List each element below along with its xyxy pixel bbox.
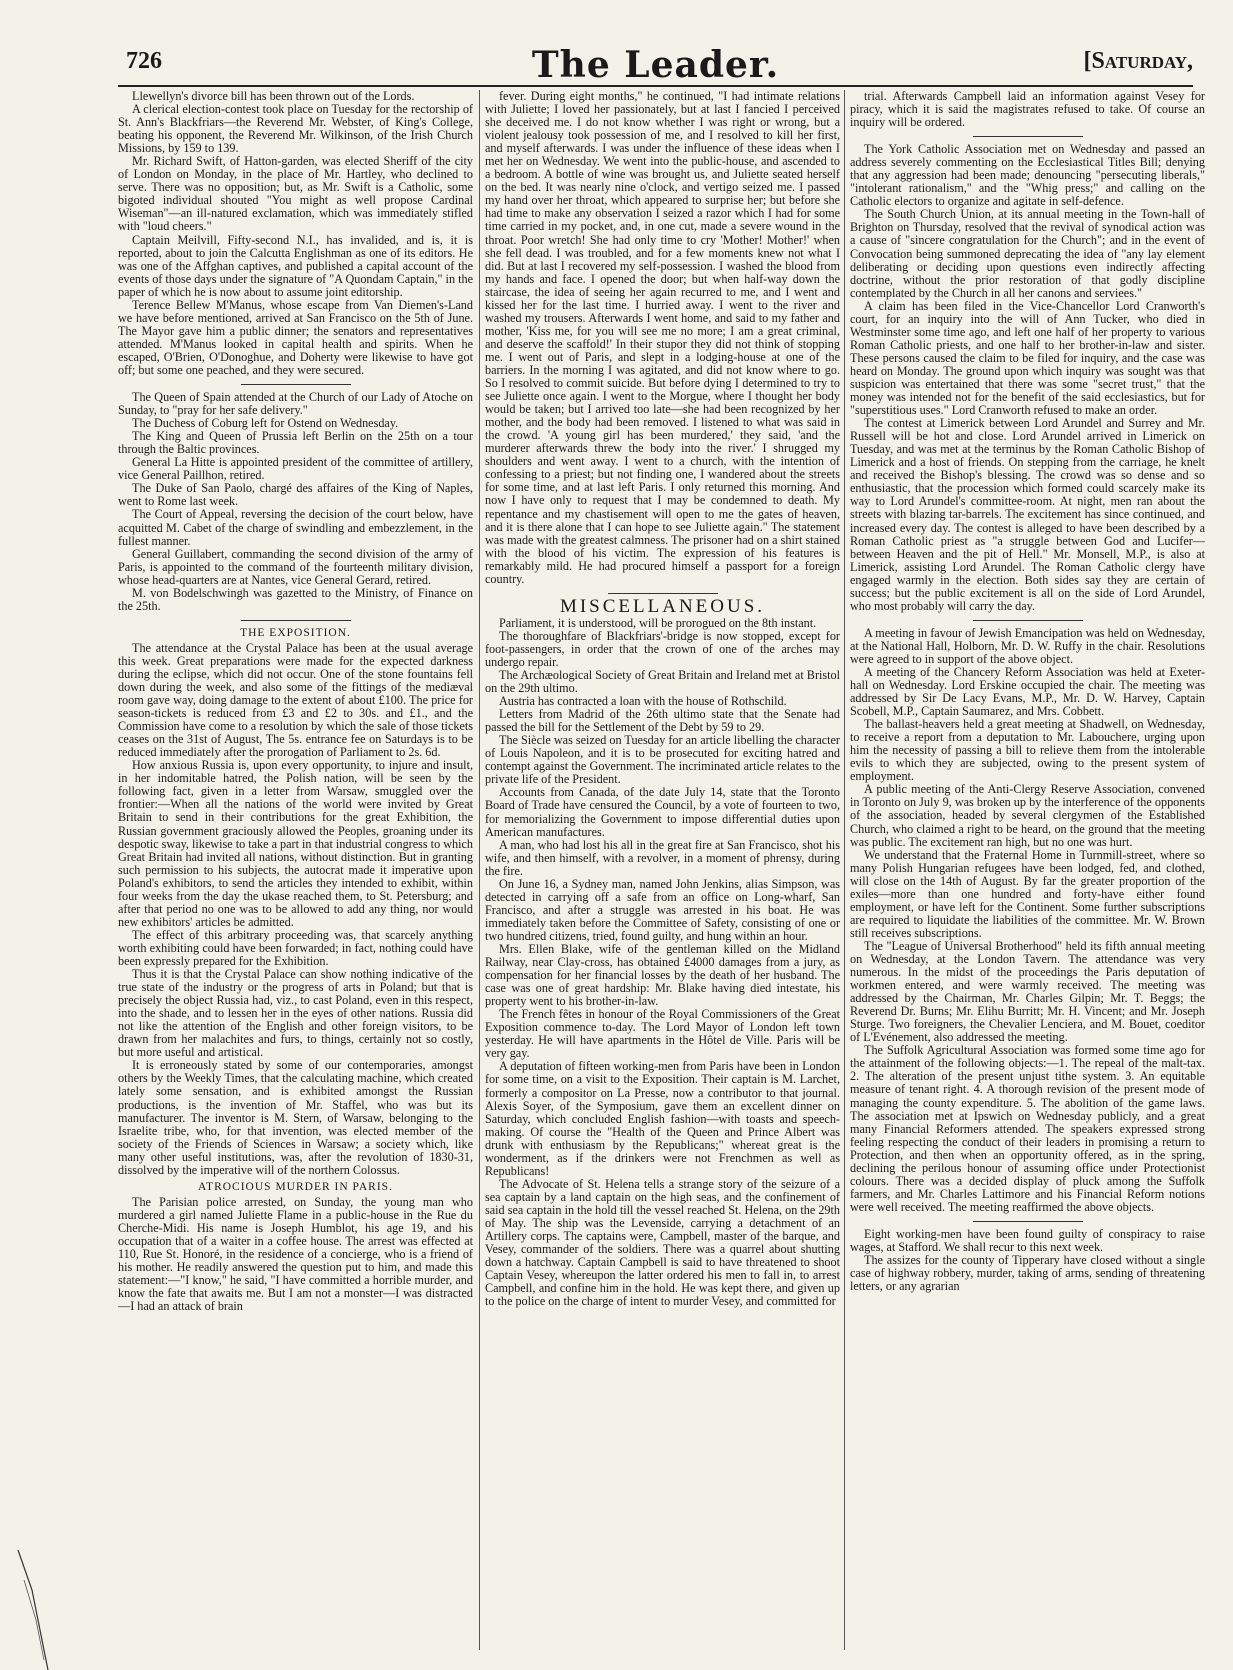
paragraph: A man, who had lost his all in the great fire at San Francisco, shot his wife, and then himself, with a revolver, in a moment of phrensy, during the fire.: [485, 837, 840, 878]
paragraph: The thoroughfare of Blackfriars'-bridge is now stopped, except for foot-passengers, in order that the crown of one of the arches may undergo repair.: [485, 628, 840, 669]
news-group: [485, 90, 840, 586]
column-3: [850, 90, 1205, 1655]
paragraph: The contest at Limerick between Lord Arundel and Surrey and Mr. Russell will be hot and close. Lord Arundel arrived in Limerick on Tuesday, and was met at the terminus by the Roman Catholic Bishop of Limerick and a host of friends. On stepping from the carriage, he knelt and received the Bishop's blessing. The crowd was so dense and so enthusiastic, that the procession which formed could scarcely make its way to Lord Arundel's committee-room. At night, men ran about the streets with blazing tar-barrels. The excitement has since continued, and increased every day. The contest is alleged to have been described by a Roman Catholic priest as "a struggle between God and Lucifer—between Heaven and the pit of Hell." Mr. Monsell, M.P., is also at Limerick, assisting Lord Arundel. The Roman Catholic clergy have engaged warmly in the election. Both sides say they are certain of success; but the public excitement is all on the side of Lord Arundel, who most probably will carry the day.: [850, 416, 1205, 613]
paragraph: The Queen of Spain attended at the Church of our Lady of Atoche on Sunday, to "pray for her safe delivery.": [118, 390, 473, 418]
paragraph: The King and Queen of Prussia left Berlin on the 25th on a tour through the Baltic provinces.: [118, 429, 473, 457]
paragraph: Captain Meilvill, Fifty-second N.I., has invalided, and is, it is reported, about to join the Calcutta Englishman as one of its editors. He was one of the Affghan captives, and published a capital account of the events of those days under the signature of "A Quondam Captain," in the paper of which he is now about to assume joint editorship.: [118, 232, 473, 299]
paragraph: The effect of this arbitrary proceeding was, that scarcely anything worth exhibiting could have been forwarded; in fact, nothing could have been expressly prepared for the Exhibition.: [118, 927, 473, 968]
separator: [241, 384, 351, 385]
column-2: [485, 90, 840, 1655]
paragraph: The South Church Union, at its annual meeting in the Town-hall of Brighton on Thursday, resolved that the revival of synodical action was a cause of "sincere congratulation for the Church"; and in the event of Convocation being summoned deprecating the idea of "any lay element deliberating or deciding upon questions even indirectly affecting doctrine, without the prior restoration of that godly discipline contemplated by the Church in all her canons and serviees.": [850, 207, 1205, 300]
separator: [241, 620, 351, 621]
paragraph: Mr. Richard Swift, of Hatton-garden, was elected Sheriff of the city of London on Monday, in the place of Mr. Hartley, who declined to serve. There was no opposition; but, as Mr. Swift is a Catholic, some bigoted individual shouted "You might as well propose Cardinal Wiseman"—an ill-natured exclamation, which was immediately stifled with "loud cheers.": [118, 154, 473, 234]
paragraph: The "League of Universal Brotherhood" held its fifth annual meeting on Wednesday, at the London Tavern. The attendance was very numerous. In the midst of the proceedings the Paris deputation of workmen entered, and were warmly received. The meeting was addressed by the Chairman, Mr. Charles Gilpin; Mr. T. Beggs; the Reverend Dr. Burns; Mr. Elihu Burritt; Mr. H. Vincent; and Mr. Joseph Sturge. Two foreigners, the Chevalier Lenciera, and M. Bouet, coeditor of L'Evénement, also addressed the meeting.: [850, 938, 1205, 1045]
paragraph: Mrs. Ellen Blake, wife of the gentleman killed on the Midland Railway, near Clay-cross, has obtained £4000 damages from a jury, as compensation for her financial losses by the death of her husband. The case was one of great hardship: Mr. Blake having died intestate, his property went to his brother-in-law.: [485, 942, 840, 1009]
column-rule: [479, 90, 480, 1650]
paragraph: It is erroneously stated by some of our contemporaries, amongst others by the Weekly Times, that the calculating machine, which created lately some sensation, and is exhibited amongst the Russian productions, is the invention of Mr. Staffel, who was but its manufacturer. The inventor is M. Stern, of Warsaw, belonging to the Israelite tribe, who, for that invention, was elected member of the society of the Friends of Sciences in Warsaw; a society which, like many other useful institutions, was, after the revolution of 1830-31, dissolved by the imperative will of the northern Colossus.: [118, 1058, 473, 1177]
paragraph: Thus it is that the Crystal Palace can show nothing indicative of the true state of the industry or the progress of arts in Poland; but that is precisely the object Russia had, viz., to cast Poland, even in this respect, into the shade, and to lessen her in the eyes of other nations. Russia did not like the attention of the English and other foreign visitors, to be drawn from her malachites and furs, to things, certainly not so costly, but more useful and artistical.: [118, 967, 473, 1060]
paragraph: M. von Bodelschwingh was gazetted to the Ministry, of Finance on the 25th.: [118, 585, 473, 613]
paragraph: The Duchess of Coburg left for Ostend on Wednesday.: [132, 416, 399, 431]
paragraph: Accounts from Canada, of the date July 14, state that the Toronto Board of Trade have censured the Council, by a vote of fourteen to two, for memorializing the Government to impose differential duties upon American manufactures.: [485, 785, 840, 839]
page-header: [118, 44, 1193, 84]
section-heading: THE EXPOSITION.: [240, 626, 351, 639]
paragraph: General La Hitte is appointed president of the committee of artillery, vice General Paillhon, retired.: [118, 455, 473, 483]
paragraph: A clerical election-contest took place on Tuesday for the rectorship of St. Ann's Blackfriars—the Reverend Mr. Webster, of King's College, beating his opponent, the Reverend Mr. Wilkinson, of the Irish Church Missions, by 159 to 139.: [118, 102, 473, 156]
paragraph: fever. During eight months," he continued, "I had intimate relations with Juliette; I loved her passionately, but at last I fancied I perceived she deceived me. I do not know whether I was right or wrong, but a violent jealousy took possession of me, and I resolved to kill her first, and myself afterwards. I was under the influence of these ideas when I met her on Wednesday. We went into the public-house, and ascended to a bedroom. A bottle of wine was brought us, and Juliette seated herself on the bed. It was nearly nine o'clock, and vertigo seized me. I passed my hand over her throat, which appeared to surprise her; but before she had time to make any observation I seized a razor which I had for some time carried in my pocket, and, in one cut, made a severe wound in the throat. Poor wretch! She had only time to cry 'Mother! Mother!' when she fell dead. I was troubled, and for a few moments knew not what I did. But at last I recovered my self-possession. I washed the blood from my hands and face. I opened the door; but when half-way down the staircase, the idea of seeing her again recurred to me, and I went and kissed her for the last time. I hurried away. I went to the river and washed my trousers. Afterwards I went home, and said to my father and mother, 'Kiss me, for you will see me no more; I am a great criminal, and deserve the scaffold!' In their stupor they did not think of stopping me. I went out of Paris, and slept in a lodging-house at one of the barriers. In the morning I was agitated, and did not know where to go. So I resolved to commit suicide. But before dying I determined to try to see Juliette once again. I went to the Morgue, where I thought her body would be taken; but I arrived too late—she had been recognized by her mother, and the body had been removed. I listened to what was said in the crowd. 'A young girl has been murdered,' they said, 'and the murderer afterwards threw the body into the river.' I shrugged my shoulders and went away. I went to a church, with the intention of confessing to a priest; but not finding one, I wandered about the streets for some time, and at last left Paris. I only returned this morning. And now I have only to request that I may be condemned to death. My repentance and my chastisement will open to me the gates of heaven, and it is there alone that I can hope to see Juliette again." The statement was made with the greatest calmness. The prisoner had on a shirt stained with the blood of his victim. The expression of his features is remarkably mild. He had procured himself a passport for a foreign country.: [485, 90, 840, 586]
paragraph: The ballast-heavers held a great meeting at Shadwell, on Wednesday, to receive a report from a deputation to Mr. Labouchere, urging upon him the necessity of passing a bill to relieve them from the intolerable evils to which they are subjected, owing to the present system of employment.: [850, 717, 1205, 784]
separator: [973, 1221, 1083, 1222]
paragraph: The York Catholic Association met on Wednesday and passed an address severely commenting on the Ecclesiastical Titles Bill; denying that any aggression had been made; denouncing "persecuting liberals," "intolerant rationalism," and the "Whig press;" and calling on the Catholic electors to organize and agitate in self-defence.: [850, 142, 1205, 209]
paragraph: A deputation of fifteen working-men from Paris have been in London for some time, on a visit to the Exposition. Their captain is M. Larchet, formerly a compositor on La Presse, now a contributor to that journal. Alexis Soyer, of the Symposium, gave them an excellent dinner on Saturday, which concluded English fashion—with toasts and speech-making. Of course the "Health of the Queen and Prince Albert was drunk with enthusiasm by the Republicans;" whereat great is the wonderment, as if the drinkers were not Frenchmen as well as Republicans!: [485, 1059, 840, 1178]
paragraph: On June 16, a Sydney man, named John Jenkins, alias Simpson, was detected in carrying off a safe from an office on Long-wharf, San Francisco, and after a struggle was arrested in his boat. He was immediately taken before the Committee of Safety, consisting of one or two hundred citizens, tried, found guilty, and hung within an hour.: [485, 876, 840, 943]
paragraph: General Guillabert, commanding the second division of the army of Paris, is appointed to the command of the fourteenth military division, whose head-quarters are at Nantes, vice General Gerard, retired.: [118, 546, 473, 587]
paragraph: The Siècle was seized on Tuesday for an article libelling the character of Louis Napoleon, and it is to be prosecuted for exciting hatred and contempt against the Government. The incriminated article relates to the private life of the President.: [485, 733, 840, 787]
paragraph: A meeting of the Chancery Reform Association was held at Exeter-hall on Wednesday. Lord Erskine occupied the chair. The meeting was addressed by Sir De Lacy Evans, M.P., Mr. D. W. Harvey, Captain Scobell, M.P., Captain Saumarez, and Mrs. Cobbett.: [850, 664, 1205, 719]
header-day: [Saturday,: [1083, 48, 1193, 74]
section-heading: ATROCIOUS MURDER IN PARIS.: [198, 1180, 393, 1193]
paragraph: Eight working-men have been found guilty of conspiracy to raise wages, at Stafford. We shall recur to this next week.: [850, 1226, 1205, 1254]
paragraph: A meeting in favour of Jewish Emancipation was held on Wednesday, at the National Hall, Holborn, Mr. D. W. Ruffy in the chair. Resolutions were agreed to in support of the above object.: [850, 625, 1205, 666]
paragraph: Terence Bellew M'Manus, whose escape from Van Diemen's-Land we have before mentioned, arrived at San Francisco on the 5th of June. The Mayor gave him a public dinner; the senators and representatives attended. M'Manus looked in capital health and spirits. When he escaped, O'Brien, O'Donoghue, and Doherty were likewise to have got off; but some one peached, and they were secured.: [118, 297, 473, 377]
paragraph: A public meeting of the Anti-Clergy Reserve Association, convened in Toronto on July 9, was broken up by the interference of the opponents of the association, headed by several clergymen of the Established Church, who claimed a right to be heard, on the ground that the meeting was public. The excitement ran high, but no one was hurt.: [850, 782, 1205, 849]
paragraph: A claim has been filed in the Vice-Chancellor Lord Cranworth's court, for an inquiry into the will of Ann Tucker, who died in Westminster some time ago, and left one half of her property to various Roman Catholic priests, and one half to her brother-in-law and sister. These persons caused the claim to be filed for inquiry, and the case was heard on Monday. The ground upon which inquiry was sought was that suspicion was entertained that there was some "secret trust," that the money was intended not for the benefit of the said ecclesiastics, but for "superstitious uses." Lord Cranworth refused to make an order.: [850, 298, 1205, 418]
news-group: [118, 642, 473, 1177]
paragraph: We understand that the Fraternal Home in Turnmill-street, where so many Polish Hungarian refugees have been lodged, fed, and clothed, will close on the 14th of August. By far the greater proportion of the exiles—more than one hundred and forty-have either found employment, or have left for the Continent. Some further subscriptions are required to liquidate the liabilities of the committee. Mr. W. Brown still receives subscriptions.: [850, 847, 1205, 940]
paragraph: The assizes for the county of Tipperary have closed without a single case of highway robbery, murder, taking of arms, sending of threatening letters, or any agrarian: [850, 1253, 1205, 1294]
page-number: 726: [126, 48, 162, 74]
news-group: [118, 1196, 473, 1313]
column-1: [118, 90, 473, 1655]
section-heading: MISCELLANEOUS.: [559, 595, 766, 617]
paragraph: The Parisian police arrested, on Sunday, the young man who murdered a girl named Juliette Flame in a public-house in the Rue du Cherche-Midi. His name is Joseph Humblot, his age 19, and his occupation that of a waiter in a coffee house. The arrest was effected at 110, Rue St. Honoré, in the residence of a concierge, who is a friend of his mother. He readily answered the question put to him, and made this statement:—"I know," he said, "I have committed a horrible murder, and know the fate that awaits me. But I am not a monster—I was distracted—I had an attack of brain: [118, 1194, 473, 1314]
paragraph: How anxious Russia is, upon every opportunity, to injure and insult, in her indomitable hatred, the Polish nation, will be seen by the following fact, given in a letter from Warsaw, smuggled over the frontier:—When all the nations of the world were invited by Great Britain to send in their contributions for the great Exhibition, the Russian government graciously allowed the Peoples, groaning under its despotic sway, likewise to take a part in that industrial congress to which Great Britain had invited all nations, without distinction. But in granting such permission to his subjects, the autocrat made it imperative upon Poland's exhibitors, to send the articles they intended to exhibit, within four weeks from the day the ukase reached them, to St. Petersburg; and after that period no one was to be allowed to add any thing, nor would new exhibitors' articles be admitted.: [118, 758, 473, 929]
column-rule: [844, 90, 845, 1650]
paragraph: The Archæological Society of Great Britain and Ireland met at Bristol on the 29th ultimo.: [485, 668, 840, 696]
news-group: [485, 617, 840, 1308]
separator: [973, 620, 1083, 621]
news-group: [850, 90, 1205, 129]
paragraph: Austria has contracted a loan with the house of Rothschild.: [499, 694, 787, 709]
paragraph: The attendance at the Crystal Palace has been at the usual average this week. Great preparations were made for the expected darkness during the eclipse, which did not occur. One of the stone fountains fell down during the week, and also some of the fittings of the mediæval room gave way, doing damage to the extent of about £100. The price for season-tickets is reduced from £3 and £2 to 30s. and £1., and the Commission have come to a resolution by which the sale of those tickets ceases on the 31st of August, The 5s. entrance fee on Saturdays is to be reduced immediately after the prorogation of Parliament to 2s. 6d.: [118, 640, 473, 760]
scan-edge-mark: [14, 1530, 56, 1670]
separator: [608, 593, 718, 594]
news-group: [118, 391, 473, 613]
paragraph: The Duke of San Paolo, chargé des affaires of the King of Naples, went to Rome last week.: [118, 481, 473, 509]
paragraph: trial. Afterwards Campbell laid an information against Vesey for piracy, which it is said the magistrates refused to take. Of course an inquiry will be ordered.: [850, 90, 1205, 130]
news-group: [118, 90, 473, 377]
paragraph: Parliament, it is understood, will be prorogued on the 8th instant.: [499, 615, 817, 630]
paragraph: The Advocate of St. Helena tells a strange story of the seizure of a sea captain by a land captain on the high seas, and the confinement of said sea captain in the hold till the vessel reached St. Helena, on the 29th of May. The ship was the Levenside, carrying a detachment of an Artillery corps. The captains were, Campbell, master of the barque, and Vesey, commander of the soldiers. There was a quarrel about shutting down a hatchway. Captain Campbell is said to have threatened to shoot Captain Vesey, whereupon the latter ordered his men to fall in, to arrest Campbell, and confine him in the hold. He was kept there, and given up to the police on the charge of intent to murder Vesey, and committed for: [485, 1176, 840, 1309]
header-rule: [118, 85, 1193, 87]
paragraph: Letters from Madrid of the 26th ultimo state that the Senate had passed the bill for the Settlement of the Debt by 59 to 29.: [485, 707, 840, 735]
paragraph: Llewellyn's divorce bill has been thrown out of the Lords.: [132, 90, 415, 103]
separator: [973, 136, 1083, 137]
paragraph: The French fêtes in honour of the Royal Commissioners of the Great Exposition commence to-day. The Lord Mayor of London left town yesterday. He will have apartments in the Hôtel de Ville. Paris will be very gay.: [485, 1007, 840, 1061]
paragraph: The Court of Appeal, reversing the decision of the court below, have acquitted M. Cabet of the charge of swindling and embezzlement, in the fullest manner.: [118, 507, 473, 548]
news-group: [850, 143, 1205, 613]
news-group: [850, 627, 1205, 1214]
paragraph: The Suffolk Agricultural Association was formed some time ago for the attainment of the following objects:—1. The repeal of the malt-tax. 2. The alteration of the present unjust tithe system. 3. An equitable measure of tenant right. 4. A thorough revision of the present mode of managing the county expenditure. 5. The abolition of the game laws. The association met at Ipswich on Wednesday publicly, and a great many Financial Reformers attended. The speakers expressed strong feeling respecting the conduct of their leaders in promising a return to Protection, and then when an opportunity offered, as in the spring, declining the perilous honour of assuming office under Protectionist colours. There was a decided display of pluck among the Suffolk farmers, and Mr. Charles Lattimore and his Financial Reform notions were well received. The meeting reaffirmed the above objects.: [850, 1043, 1205, 1214]
news-group: [850, 1228, 1205, 1293]
masthead: The Leader.: [531, 44, 780, 86]
